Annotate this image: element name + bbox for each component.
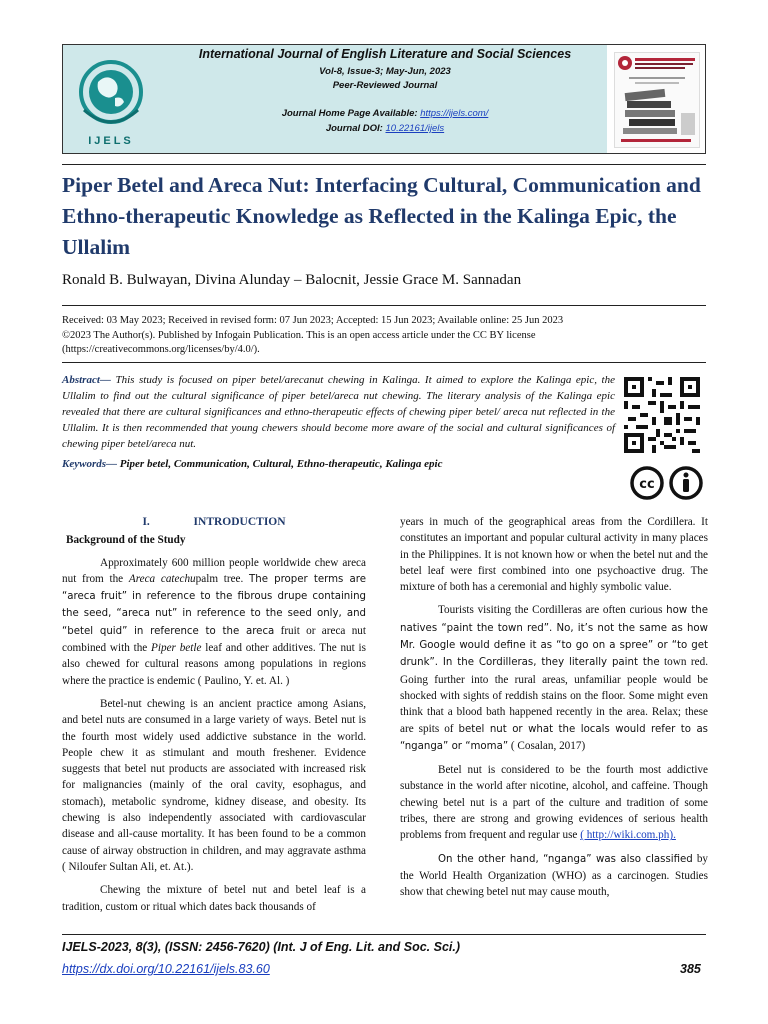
home-label: Journal Home Page Available: — [281, 108, 421, 119]
p1-italic-areca: Areca catechu — [128, 572, 196, 585]
journal-cover-image — [614, 52, 700, 148]
doi-label: Journal DOI: — [325, 123, 386, 134]
svg-text:cc: cc — [639, 477, 655, 492]
title-divider — [62, 305, 706, 306]
paragraph-r4 — [400, 851, 708, 901]
paragraph-r1: years in much of the geographical areas from the Cordillera. It constitutes an important and popular cultural activity in many places in the Philippines. It is not known how or when the betel nut and the betel leaf were first combined into one psychoactive drug. The mixture of both has a ceremonial and highly symbolic value. — [400, 516, 708, 594]
r3-text: Betel nut is considered to be the fourth most addictive substance in the world after nicotine, alcohol, and caffeine. Though chewing betel nut is a part of the culture and tradition of some tribes, there are strong and growing evidences of serious health problems from frequent and regular use — [400, 764, 708, 842]
journal-home-line — [160, 108, 610, 119]
article-dates — [62, 314, 662, 358]
dates-divider — [62, 362, 706, 363]
p1-text-a: Approximately 600 million people worldwide chew areca nut from the — [62, 556, 366, 585]
received-dates: Received: 03 May 2023; Received in revised form: 07 Jun 2023; Accepted: 15 Jun 2023; Available online: 25 Jun 2023 — [62, 315, 564, 326]
journal-logo — [70, 52, 152, 148]
peer-reviewed-label: Peer-Reviewed Journal — [332, 80, 438, 91]
logo-text: IJELS — [88, 135, 134, 147]
r2-text-b: town red. Going further into the rural areas, unfamiliar people would be shocked with sights of reddish stains on the floor. Some might even think that a blood bath happened recently in the area. Relax; these are spits of — [400, 656, 708, 735]
r4-sans-text: On the other hand, “nganga” was also classified — [438, 853, 693, 865]
home-link[interactable]: https://ijels.com/ — [420, 108, 489, 119]
header-divider — [62, 164, 706, 165]
p1-text-d: leaf and other additives. The nut is also chewed for cultural reasons among populations in regions where the practice is endemic ( Paulino, Y. et. Al. ) — [62, 642, 366, 687]
license-link[interactable]: (https://creativecommons.org/licenses/by/4.0/). — [62, 344, 260, 355]
section-title: INTRODUCTION — [193, 516, 286, 528]
copyright-line: ©2023 The Author(s). Published by Infogain Publication. This is an open access article under the CC BY license — [62, 329, 536, 341]
footer-divider — [62, 934, 706, 935]
qr-code-icon — [624, 372, 700, 458]
keywords-label: Keywords— — [62, 458, 117, 470]
keywords — [62, 458, 622, 470]
cc-by-license-icon — [628, 466, 710, 500]
journal-header-text — [160, 44, 610, 134]
wiki-link[interactable]: ( http://wiki.com.ph). — [580, 829, 676, 842]
r4-text: by the World Health Organization (WHO) as a carcinogen. Studies show that chewing betel nut may cause mouth, — [400, 852, 709, 899]
paragraph-1 — [62, 555, 366, 689]
article-title: Piper Betel and Areca Nut: Interfacing Cultural, Communication and Ethno-therapeutic Knowledge as Reflected in the Kalinga Epic, the Ullalim — [62, 173, 701, 259]
p1-text-c: fruit or areca nut combined with the — [62, 624, 366, 655]
doi-link[interactable]: 10.22161/ijels — [385, 123, 445, 134]
abstract — [62, 372, 615, 452]
abstract-label: Abstract— — [62, 374, 111, 386]
section-heading — [62, 514, 366, 530]
section-number: I. — [142, 516, 150, 528]
subsection-heading: Background of the Study — [66, 534, 186, 547]
abstract-text: This study is focused on piper betel/arecanut chewing in Kalinga. It aimed to explore the Kalinga epic, the Ullalim to find out the cultural significance of piper betel/areca nut chewing. The literary analysis of the Kalinga epic revealed that there are cultural significances and ethno-therapeutic effects of chewing piper betel/ areca nut reflected in the Ullalim. It is then recommended that young chewers should become more aware of the social and cultural significances of chewing piper betel/areca nut. — [62, 374, 615, 450]
body-column-left — [62, 514, 366, 915]
footer-doi-link[interactable]: https://dx.doi.org/10.22161/ijels.83.60 — [62, 962, 270, 976]
journal-volume: Vol-8, Issue-3; May-Jun, 2023 — [319, 66, 451, 77]
journal-doi-line — [160, 123, 610, 134]
p1-italic-piper: Piper betle — [151, 642, 202, 655]
r2-text-a: Tourists visiting the Cordilleras are often curious — [438, 604, 667, 617]
footer-citation: IJELS-2023, 8(3), (ISSN: 2456-7620) (Int. J of Eng. Lit. and Soc. Sci.) — [62, 940, 461, 954]
p1-text-b: palm tree. — [195, 572, 250, 585]
paragraph-3: Chewing the mixture of betel nut and betel leaf is a tradition, custom or ritual which dates back thousands of — [62, 884, 366, 913]
p1-sans-text: The proper terms are “areca fruit” in reference to the fibrous drupe containing the seed, “areca nut” in reference to the seed only, and “betel quid” in reference to the areca — [62, 573, 366, 637]
page-number: 385 — [680, 962, 701, 976]
paragraph-r3 — [400, 762, 708, 843]
r2-text-c: ( Cosalan, 2017) — [508, 739, 586, 752]
article-authors: Ronald B. Bulwayan, Divina Alunday – Balocnit, Jessie Grace M. Sannadan — [62, 272, 522, 288]
paragraph-r2 — [400, 602, 708, 755]
keywords-text: Piper betel, Communication, Cultural, Ethno-therapeutic, Kalinga epic — [117, 458, 443, 470]
paragraph-2: Betel-nut chewing is an ancient practice among Asians, and betel nuts are consumed in a large variety of ways. Betel nut is the fourth most widely used addictive substance in the world. People chew it as stimulant and mouth freshener. Evidence suggests that betel nut products are associated with increased risk for malignancies (mainly of the oral cavity, esophagus, and stomach), metabolic syndrome, kidney disease, and obesity. Its chewing is also independently associated with cardiovascular disease and all-cause mortality. It has been found to be a common cause of airway obstruction in children, and may aggravate asthma ( Niloufer Sultan Ali, et. At.). — [62, 697, 366, 873]
body-column-right — [400, 514, 708, 901]
r2-sans-text-2: betel nut or what the locals would refer to as “nganga” or “moma” — [400, 723, 708, 752]
r2-sans-text: how the natives “paint the town red”. No, it’s not the same as how Mr. Google would define it as “to go on a spree” or “to get drunk”. In the Cordilleras, they literally paint the — [400, 605, 708, 669]
journal-title: International Journal of English Literature and Social Sciences — [198, 47, 572, 61]
